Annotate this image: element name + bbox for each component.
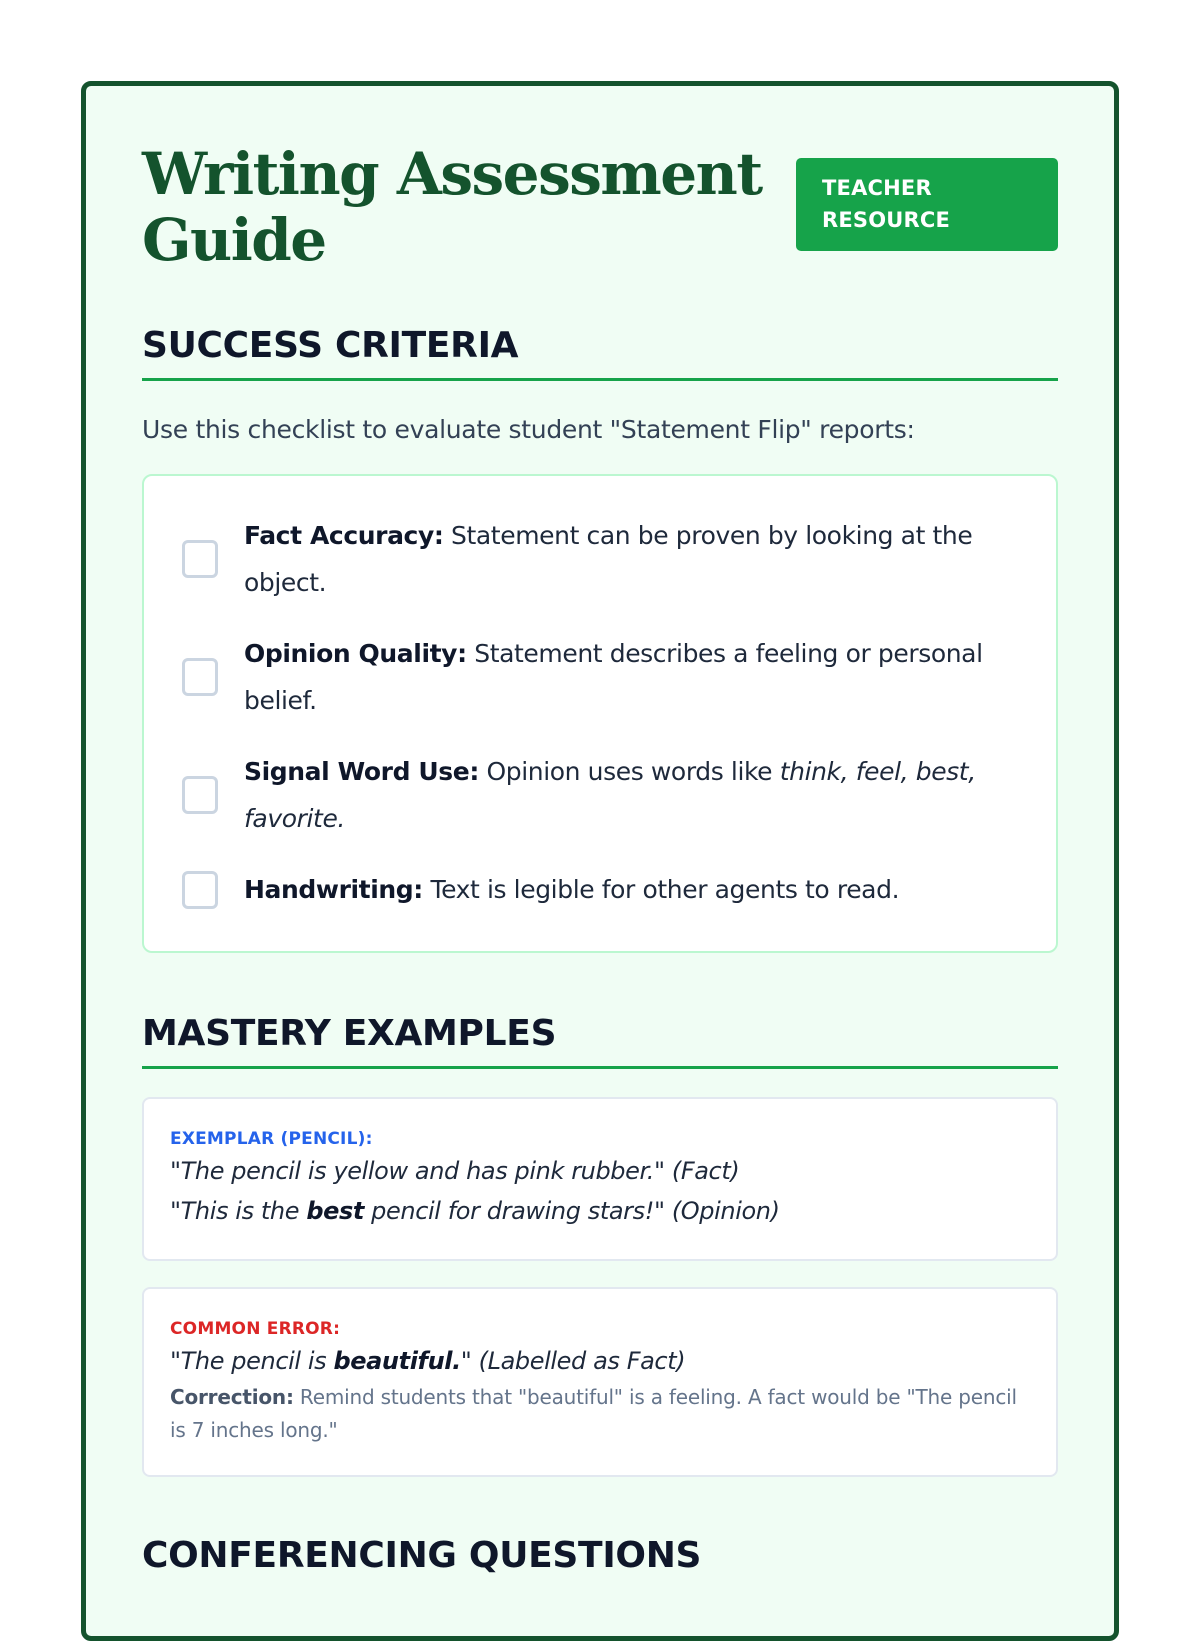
- exemplar-box: [142, 1097, 1058, 1261]
- checklist-item-text: [244, 866, 899, 913]
- text-segment: "The pencil is: [170, 1347, 334, 1375]
- common-error-label: COMMON ERROR:: [170, 1319, 341, 1339]
- signal-words: think, feel, best, favorite.: [244, 757, 976, 833]
- checkbox[interactable]: [182, 871, 218, 909]
- teacher-resource-badge: TEACHER RESOURCE: [796, 158, 1058, 251]
- success-criteria-heading: SUCCESS CRITERIA: [142, 325, 1058, 381]
- conferencing-questions-heading: CONFERENCING QUESTIONS: [142, 1535, 702, 1576]
- page-title: Writing Assessment Guide: [142, 140, 762, 274]
- text-segment: " (Labelled as Fact): [460, 1347, 686, 1375]
- checklist-item-text: [244, 630, 1018, 724]
- criterion-description: Statement can be proven by looking at the object.: [244, 521, 973, 597]
- emphasis-word: beautiful.: [333, 1347, 461, 1375]
- exemplar-opinion-line: [170, 1191, 1030, 1231]
- checklist-item-text: [244, 512, 1018, 606]
- exemplar-label: EXEMPLAR (PENCIL):: [170, 1129, 373, 1149]
- criterion-description: Text is legible for other agents to read.: [422, 875, 900, 904]
- correction-label: Correction:: [170, 1385, 294, 1409]
- checkbox[interactable]: [182, 776, 218, 814]
- mastery-examples-heading: MASTERY EXAMPLES: [142, 1013, 1058, 1069]
- checklist-item-opinion-quality[interactable]: [182, 630, 1018, 724]
- correction-text: Remind students that "beautiful" is a feeling. A fact would be "The pencil is 7 inches long.": [170, 1385, 1017, 1442]
- exemplar-fact-line: "The pencil is yellow and has pink rubber." (Fact): [170, 1157, 740, 1185]
- emphasis-word: best: [306, 1197, 364, 1225]
- checklist-item-text: [244, 748, 1018, 842]
- common-error-line: [170, 1341, 1030, 1381]
- criterion-label: Opinion Quality:: [244, 639, 467, 668]
- guide-header: [142, 141, 1058, 273]
- criterion-label: Signal Word Use:: [244, 757, 479, 786]
- checklist-item-handwriting[interactable]: [182, 866, 1018, 913]
- criterion-description: Statement describes a feeling or personal belief.: [244, 639, 983, 715]
- text-segment: pencil for drawing stars!" (Opinion): [363, 1197, 780, 1225]
- assessment-guide-card: [81, 81, 1119, 1641]
- text-segment: "This is the: [170, 1197, 307, 1225]
- criterion-description: Opinion uses words like: [478, 757, 780, 786]
- checkbox[interactable]: [182, 658, 218, 696]
- checklist-item-signal-word-use[interactable]: [182, 748, 1018, 842]
- success-criteria-intro: Use this checklist to evaluate student "Statement Flip" reports:: [142, 415, 915, 444]
- correction-note: [170, 1381, 1030, 1447]
- common-error-box: [142, 1287, 1058, 1477]
- criterion-label: Handwriting:: [244, 875, 423, 904]
- checklist-item-fact-accuracy[interactable]: [182, 512, 1018, 606]
- success-criteria-checklist: [142, 474, 1058, 953]
- criterion-label: Fact Accuracy:: [244, 521, 444, 550]
- checkbox[interactable]: [182, 540, 218, 578]
